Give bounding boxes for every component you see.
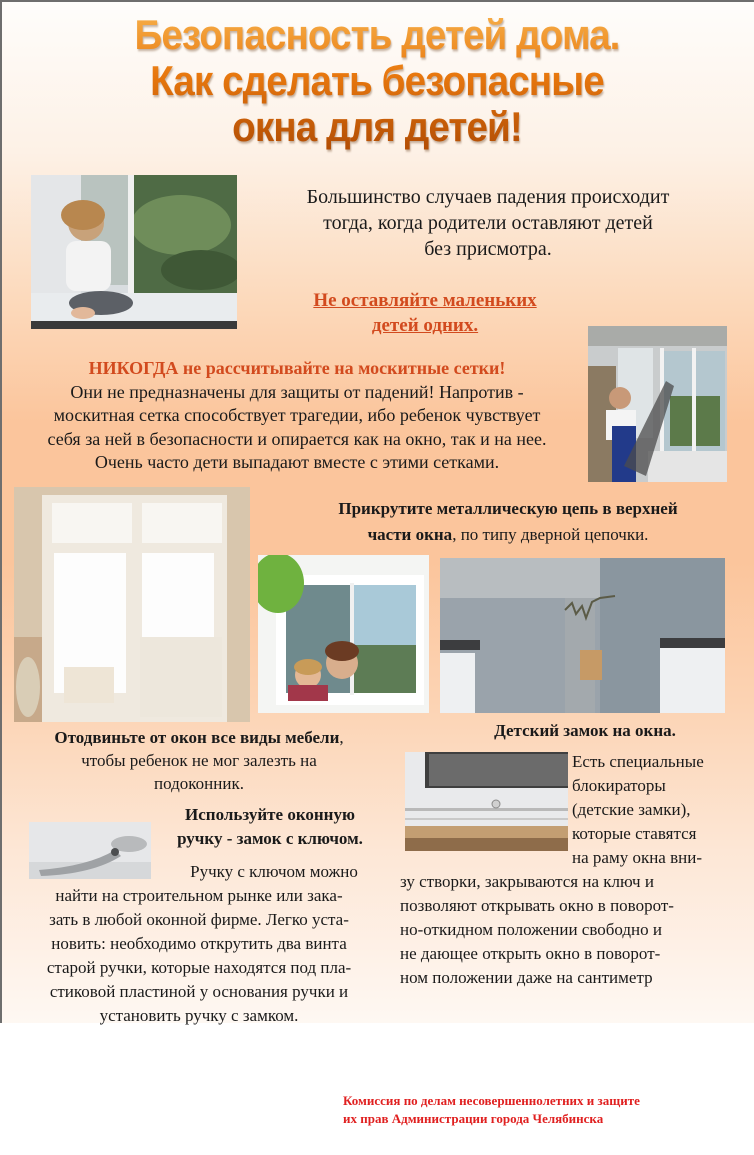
handle-line: найти на строительном рынке или зака- bbox=[55, 886, 343, 905]
child-lock-paragraph bbox=[400, 750, 740, 990]
intro-line: без присмотра. bbox=[424, 238, 552, 260]
child-lock-line: зу створки, закрываются на ключ и bbox=[400, 872, 654, 891]
photo-child-at-window bbox=[31, 175, 237, 329]
handle-line: новить: необходимо открутить два винта bbox=[51, 934, 347, 953]
chain-line-2 bbox=[268, 522, 748, 548]
intro-line: Большинство случаев падения происходит bbox=[306, 186, 670, 208]
footer-organization bbox=[343, 1092, 743, 1128]
furniture-line: чтобы ребенок не мог залезть на bbox=[81, 751, 317, 770]
furniture-line: подоконник. bbox=[154, 774, 244, 793]
child-lock-line: позволяют открывать окно в поворот- bbox=[400, 896, 674, 915]
child-lock-heading: Детский замок на окна. bbox=[494, 721, 676, 740]
warning-line: детей одних. bbox=[371, 315, 479, 336]
chain-paragraph bbox=[268, 496, 748, 548]
furniture-comma: , bbox=[339, 728, 344, 747]
mosquito-net-paragraph bbox=[12, 357, 582, 475]
handle-line: старой ручки, которые находятся под пла- bbox=[46, 958, 352, 977]
intro-text bbox=[268, 184, 708, 262]
child-lock-line: не дающее открыть окно в поворот- bbox=[400, 944, 661, 963]
child-lock-line: но-откидном положении свободно и bbox=[400, 920, 663, 939]
furniture-bold: Отодвиньте от окон все виды мебели bbox=[54, 728, 340, 747]
mosquito-net-line: Они не предназначены для защиты от падений! Напротив - bbox=[70, 381, 524, 402]
chain-rest: , по типу дверной цепочки. bbox=[452, 525, 649, 544]
title-line: окна для детей! bbox=[232, 103, 522, 150]
child-lock-line: на раму окна вни- bbox=[572, 848, 702, 867]
chain-bold-part: части окна bbox=[367, 525, 453, 544]
child-lock-line: Есть специальные bbox=[572, 752, 704, 771]
photo-balcony-door bbox=[14, 487, 250, 722]
intro-line: тогда, когда родители оставляют детей bbox=[323, 212, 653, 234]
mosquito-net-line: москитная сетка способствует трагедии, ибо ребенок чувствует bbox=[53, 405, 541, 425]
poster-title bbox=[30, 12, 724, 150]
handle-line: стиковой пластиной у основания ручки и bbox=[49, 982, 349, 1001]
handle-heading-line: ручку - замок с ключом. bbox=[177, 829, 363, 848]
handle-heading bbox=[150, 803, 390, 851]
title-line: Безопасность детей дома. bbox=[134, 11, 620, 58]
warning-line: Не оставляйте маленьких bbox=[313, 290, 537, 311]
handle-heading-line: Используйте оконную bbox=[185, 805, 355, 824]
photo-mother-and-child-in-window bbox=[258, 555, 429, 713]
handle-paragraph bbox=[14, 860, 384, 1028]
photo-man-with-mosquito-net bbox=[588, 326, 727, 482]
mosquito-net-heading: НИКОГДА не рассчитывайте на москитные сетки! bbox=[88, 358, 506, 378]
handle-line: установить ручку с замком. bbox=[99, 1006, 299, 1025]
title-line: Как сделать безопасные bbox=[150, 57, 604, 104]
handle-line: зать в любой оконной фирме. Легко уста- bbox=[49, 910, 349, 929]
chain-bold-line: Прикрутите металлическую цепь в верхней bbox=[338, 499, 678, 518]
photo-window-chain bbox=[440, 558, 725, 713]
furniture-line-1 bbox=[14, 726, 384, 749]
mosquito-net-line: себя за ней в безопасности и опирается как на окно, так и на нее. bbox=[47, 428, 547, 449]
footer-line: Комиссия по делам несовершеннолетних и защите bbox=[343, 1093, 640, 1108]
furniture-paragraph bbox=[14, 726, 384, 795]
footer-line: их прав Администрации города Челябинска bbox=[343, 1111, 604, 1126]
warning-do-not-leave-alone bbox=[270, 288, 580, 338]
handle-line: Ручку с ключом можно bbox=[190, 862, 358, 881]
child-lock-line: (детские замки), bbox=[572, 800, 691, 819]
mosquito-net-line: Очень часто дети выпадают вместе с этими сетками. bbox=[94, 452, 500, 472]
child-lock-line: которые ставятся bbox=[572, 824, 697, 843]
child-lock-line: блокираторы bbox=[572, 776, 666, 795]
child-lock-line: ном положении даже на сантиметр bbox=[400, 968, 653, 987]
